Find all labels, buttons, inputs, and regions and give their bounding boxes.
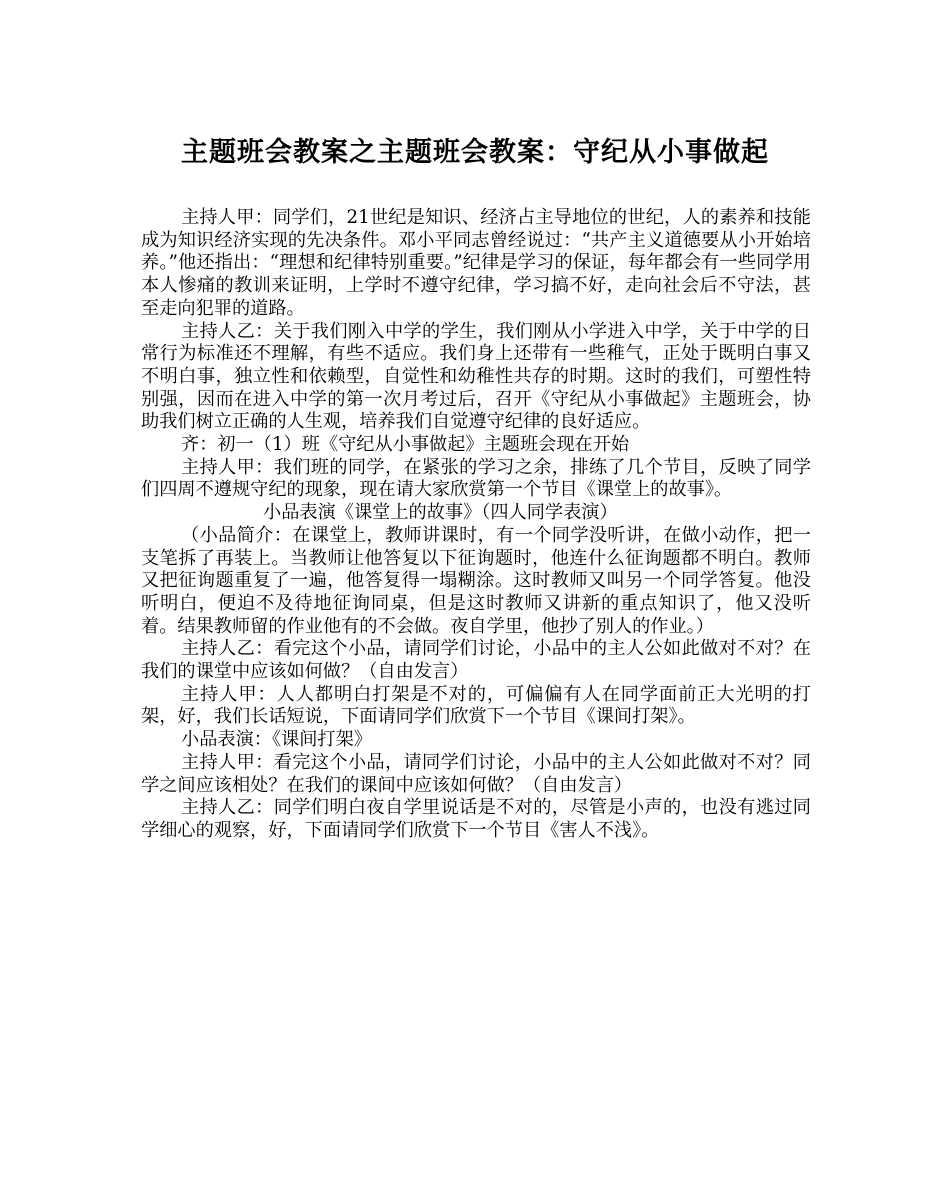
paragraph-host-b-discussion: 主持人乙：看完这个小品，请同学们讨论，小品中的主人公如此做对不对？在我们的课堂中应该如何做？（自由发言） (141, 638, 811, 683)
paragraph-host-a-program: 主持人甲：我们班的同学，在紧张的学习之余，排练了几个节目，反映了同学们四周不遵规守纪的现象，现在请大家欣赏第一个节目《课堂上的故事》。 (141, 456, 811, 501)
paragraph-host-a-intro: 主持人甲：同学们，21世纪是知识、经济占主导地位的世纪，人的素养和技能成为知识经济实现的先决条件。邓小平同志曾经说过：“共产主义道德要从小开始培养。”他还指出：“理想和纪律特别重要。”纪律是学习的保证，每年都会有一些同学用本人惨痛的教训来证明，上学时不遵守纪律，学习搞不好，走向社会后不守法，甚至走向犯罪的道路。 (141, 207, 811, 319)
document-body (141, 207, 811, 843)
document-title: 主题班会教案之主题班会教案：守纪从小事做起 (181, 137, 769, 168)
paragraph-host-a-discussion: 主持人甲：看完这个小品，请同学们讨论，小品中的主人公如此做对不对？同学之间应该相处？在我们的课间中应该如何做？（自由发言） (141, 751, 811, 796)
paragraph-all-announce: 齐：初一（1）班《守纪从小事做起》主题班会现在开始 (181, 434, 630, 456)
paragraph-skit-summary: （小品简介：在课堂上，教师讲课时，有一个同学没听讲，在做小动作，把一支笔拆了再装上。当教师让他答复以下征询题时，他连什么征询题都不明白。教师又把征询题重复了一遍，他答复得一塌糊涂。这时教师又叫另一个同学答复。他没听明白，便迫不及待地征询同桌，但是这时教师又讲新的重点知识了，他又没听着。结果教师留的作业他有的不会做。夜自学里，他抄了别人的作业。） (141, 524, 811, 637)
paragraph-host-b-next: 主持人乙：同学们明白夜自学里说话是不对的，尽管是小声的，也没有逃过同学细心的观察，好，下面请同学们欣赏下一个节目《害人不浅》。 (141, 797, 811, 841)
skit-heading-recess-fight: 小品表演：《课间打架》 (181, 729, 372, 751)
paragraph-host-b-intro: 主持人乙：关于我们刚入中学的学生，我们刚从小学进入中学，关于中学的日常行为标准还不理解，有些不适应。我们身上还带有一些稚气，正处于既明白事又不明白事，独立性和依赖型，自觉性和幼稚性共存的时期。这时的我们，可塑性特别强，因而在进入中学的第一次月考过后，召开《守纪从小事做起》主题班会，协助我们树立正确的人生观，培养我们自觉遵守纪律的良好适应。 (141, 320, 811, 433)
paragraph-host-a-fighting: 主持人甲：人人都明白打架是不对的，可偏偏有人在同学面前正大光明的打架，好，我们长话短说，下面请同学们欣赏下一个节目《课间打架》。 (141, 683, 811, 728)
skit-heading-classroom: 小品表演《课堂上的故事》（四人同学表演） (263, 502, 618, 524)
